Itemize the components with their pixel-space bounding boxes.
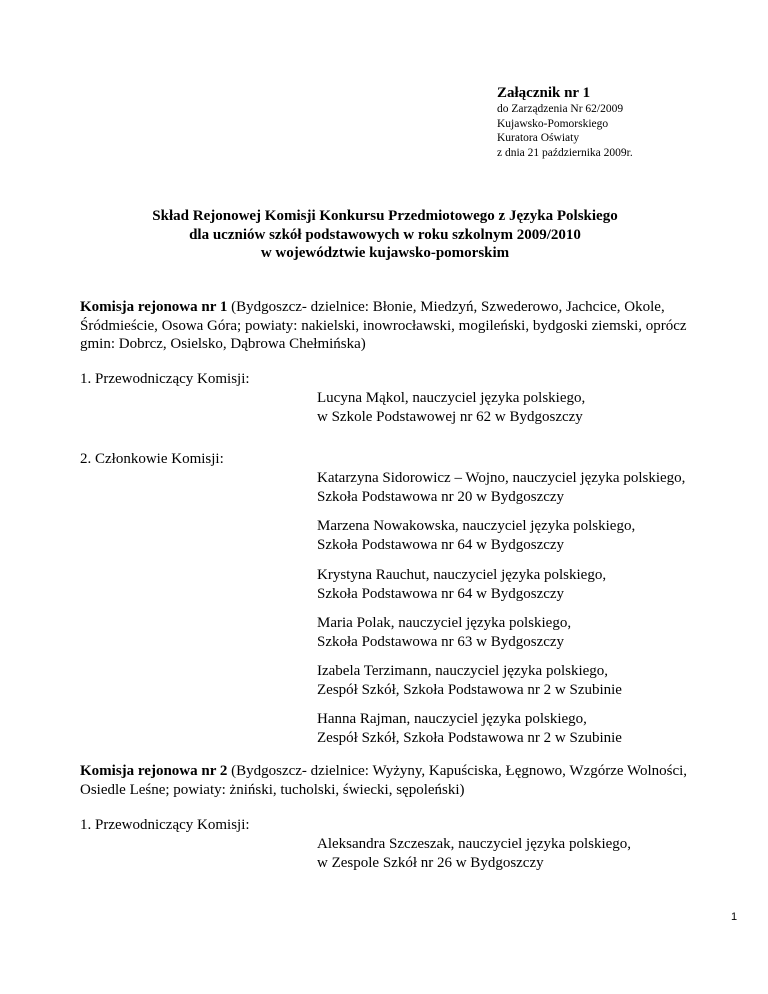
document-heading [80, 207, 690, 263]
member-entry [317, 710, 622, 747]
entry-line: Zespół Szkół, Szkoła Podstawowa nr 2 w Szubinie [317, 729, 622, 746]
commission-1-label: Komisja rejonowa nr 1 [80, 299, 228, 315]
entry-line: Krystyna Rauchut, nauczyciel języka polskiego, [317, 567, 607, 583]
commission-2-description [80, 762, 700, 799]
member-entry [317, 614, 571, 651]
entry-line: Katarzyna Sidorowicz – Wojno, nauczyciel języka polskiego, [317, 470, 686, 486]
member-entry [317, 469, 685, 506]
commission-2-label: Komisja rejonowa nr 2 [80, 763, 228, 779]
annex-block [497, 84, 633, 160]
entry-line: w Szkole Podstawowej nr 62 w Bydgoszczy [317, 408, 583, 425]
annex-line: Kuratora Oświaty [497, 132, 580, 144]
heading-line: dla uczniów szkół podstawowych w roku szkolnym 2009/2010 [189, 226, 581, 243]
member-entry [317, 566, 606, 603]
entry-line: Lucyna Mąkol, nauczyciel języka polskiego, [317, 390, 586, 406]
commission-2-text: (Bydgoszcz- dzielnice: Wyżyny, Kapuściska, Łęgnowo, Wzgórze Wolności, Osiedle Leśne; powiaty: żniński, tucholski, świecki, sępoleński) [80, 763, 688, 798]
entry-line: Zespół Szkół, Szkoła Podstawowa nr 2 w Szubinie [317, 681, 622, 698]
annex-line: do Zarządzenia Nr 62/2009 [497, 103, 624, 115]
entry-line: Maria Polak, nauczyciel języka polskiego, [317, 615, 572, 631]
annex-title: Załącznik nr 1 [497, 85, 591, 101]
entry-line: Hanna Rajman, nauczyciel języka polskiego, [317, 711, 587, 727]
member-entry [317, 517, 635, 554]
commission-2-chair [317, 835, 631, 872]
commission-2-chair-label: 1. Przewodniczący Komisji: [80, 817, 250, 833]
entry-line: Szkoła Podstawowa nr 20 w Bydgoszczy [317, 488, 565, 505]
annex-line: Kujawsko-Pomorskiego [497, 117, 609, 130]
entry-line: w Zespole Szkół nr 26 w Bydgoszczy [317, 854, 544, 871]
entry-line: Izabela Terzimann, nauczyciel języka polskiego, [317, 663, 609, 679]
entry-line: Szkoła Podstawowa nr 63 w Bydgoszczy [317, 633, 565, 650]
entry-line: Aleksandra Szczeszak, nauczyciel języka polskiego, [317, 836, 632, 852]
entry-line: Szkoła Podstawowa nr 64 w Bydgoszczy [317, 585, 565, 602]
commission-1-members-label: 2. Członkowie Komisji: [80, 451, 224, 467]
commission-1-chair-label: 1. Przewodniczący Komisji: [80, 371, 250, 387]
heading-line: w województwie kujawsko-pomorskim [260, 245, 510, 261]
commission-1-description [80, 298, 700, 354]
entry-line: Marzena Nowakowska, nauczyciel języka polskiego, [317, 518, 636, 534]
commission-1-chair [317, 389, 585, 426]
member-entry [317, 662, 622, 699]
page-number: 1 [731, 911, 738, 923]
commission-1-text: (Bydgoszcz- dzielnice: Błonie, Miedzyń, Szwederowo, Jachcice, Okole, Śródmieście, Osowa Góra; powiaty: nakielski, inowrocławski, mogileński, bydgoski ziemski, oprócz gmin: Dobrcz, Osielsko, Dąbrowa Chełmińska) [80, 299, 687, 352]
entry-line: Szkoła Podstawowa nr 64 w Bydgoszczy [317, 536, 565, 553]
heading-line: Skład Rejonowej Komisji Konkursu Przedmiotowego z Języka Polskiego [152, 208, 618, 224]
annex-line: z dnia 21 października 2009r. [497, 146, 633, 159]
